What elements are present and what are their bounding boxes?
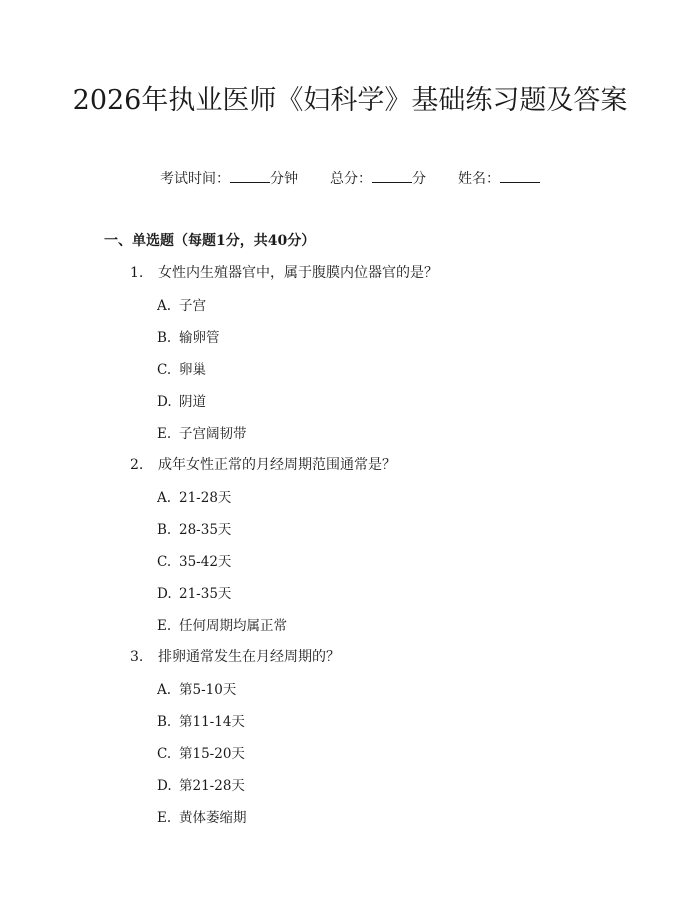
question-text: 成年女性正常的月经周期范围通常是？ bbox=[158, 457, 396, 473]
option-text: 子宫 bbox=[179, 298, 206, 314]
option-text: 第11-14天 bbox=[179, 714, 245, 730]
option-letter: C. bbox=[157, 362, 172, 378]
exam-time-label: 考试时间： bbox=[160, 171, 230, 187]
total-score-field bbox=[330, 168, 426, 188]
total-score-label: 总分： bbox=[330, 171, 372, 187]
option-text: 21-35天 bbox=[179, 586, 232, 602]
option-letter: D. bbox=[157, 394, 172, 410]
option-1c bbox=[157, 358, 206, 378]
option-text: 第21-28天 bbox=[179, 778, 245, 794]
option-letter: B. bbox=[157, 522, 172, 538]
option-letter: B. bbox=[157, 330, 172, 346]
option-2c bbox=[157, 550, 231, 570]
option-text: 第5-10天 bbox=[179, 682, 237, 698]
question-1 bbox=[130, 262, 438, 282]
question-number: 1. bbox=[130, 265, 144, 281]
option-text: 第15-20天 bbox=[179, 746, 245, 762]
option-2d bbox=[157, 582, 231, 602]
option-3e bbox=[157, 806, 247, 826]
option-text: 黄体萎缩期 bbox=[179, 810, 247, 826]
option-3a bbox=[157, 678, 236, 698]
exam-time-field bbox=[160, 168, 298, 188]
option-3b bbox=[157, 710, 245, 730]
option-text: 35-42天 bbox=[179, 554, 232, 570]
exam-time-blank bbox=[230, 170, 270, 183]
option-2a bbox=[157, 486, 231, 506]
option-letter: B. bbox=[157, 714, 172, 730]
option-2b bbox=[157, 518, 231, 538]
option-1a bbox=[157, 294, 206, 314]
option-letter: D. bbox=[157, 586, 172, 602]
option-text: 阴道 bbox=[179, 394, 206, 410]
name-blank bbox=[500, 170, 540, 183]
question-text: 排卵通常发生在月经周期的？ bbox=[158, 649, 340, 665]
option-letter: A. bbox=[157, 298, 172, 314]
question-text: 女性内生殖器官中，属于腹膜内位器官的是？ bbox=[158, 265, 438, 281]
total-score-blank bbox=[372, 170, 412, 183]
option-text: 输卵管 bbox=[179, 330, 220, 346]
exam-meta bbox=[0, 168, 700, 188]
question-2 bbox=[130, 454, 396, 474]
option-letter: E. bbox=[157, 810, 172, 826]
option-text: 子宫阔韧带 bbox=[179, 426, 247, 442]
exam-time-unit: 分钟 bbox=[270, 171, 298, 187]
question-number: 3. bbox=[130, 649, 144, 665]
page-title: 2026年执业医师《妇科学》基础练习题及答案 bbox=[72, 85, 628, 116]
option-text: 28-35天 bbox=[179, 522, 232, 538]
option-1e bbox=[157, 422, 247, 442]
option-2e bbox=[157, 614, 287, 634]
option-3d bbox=[157, 774, 245, 794]
section-heading: 一、单选题（每题1分，共40分） bbox=[104, 233, 316, 249]
name-field bbox=[458, 168, 540, 188]
option-text: 任何周期均属正常 bbox=[179, 618, 287, 634]
option-letter: D. bbox=[157, 778, 172, 794]
question-number: 2. bbox=[130, 457, 144, 473]
option-letter: C. bbox=[157, 554, 172, 570]
option-letter: A. bbox=[157, 682, 172, 698]
option-letter: C. bbox=[157, 746, 172, 762]
option-letter: E. bbox=[157, 426, 172, 442]
question-3 bbox=[130, 646, 340, 666]
option-1b bbox=[157, 326, 220, 346]
option-1d bbox=[157, 390, 206, 410]
option-letter: E. bbox=[157, 618, 172, 634]
name-label: 姓名： bbox=[458, 171, 500, 187]
total-score-unit: 分 bbox=[412, 171, 426, 187]
option-text: 21-28天 bbox=[179, 490, 232, 506]
option-text: 卵巢 bbox=[179, 362, 206, 378]
option-letter: A. bbox=[157, 490, 172, 506]
option-3c bbox=[157, 742, 245, 762]
